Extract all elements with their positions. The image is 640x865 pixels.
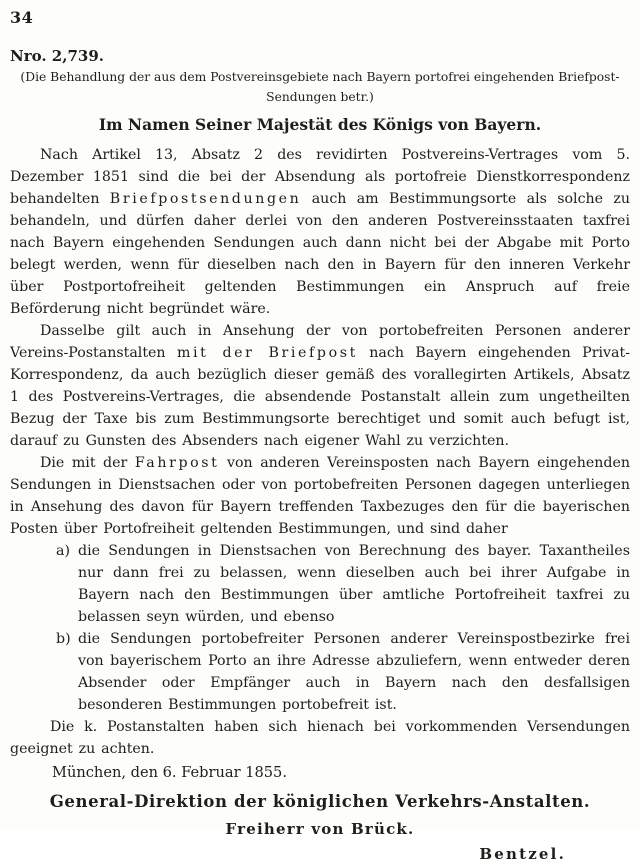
list-item-a-text: die Sendungen in Dienstsachen von Berechnung des bayer. Taxantheiles nur dann frei zu belassen, wenn dieselben auch bei ihrer Aufgabe in Bayern nach den Bestimmungen über amtliche Portofreiheit taxfrei zu belassen seyn würden, und ebenso (78, 543, 630, 625)
list-item-b-text: die Sendungen portobefreiter Personen anderer Vereinspostbezirke frei von bayerischem Porto an ihre Adresse abzuliefern, wenn entweder deren Absender oder Empfänger auch in Bayern nach den desfallsigen besonderen Bestimmungen portobefreit ist. (78, 631, 630, 713)
paragraph-2-emphasis: mit der Briefpost (176, 345, 358, 361)
list-item-a (10, 540, 630, 628)
paragraph-3-text-post: von anderen Vereinsposten nach Bayern eingehenden Sendungen in Dienstsachen oder von portobefreiten Personen dagegen unterliegen in Ansehung des davon für Bayern treffenden Taxbezuges den für die bayerischen Posten über Portofreiheit geltenden Bestimmungen, und sind daher (10, 455, 630, 537)
paragraph-1 (10, 144, 630, 320)
paragraph-1-text-pre: Nach Artikel 13, Absatz 2 des revidirten Postvereins-Vertrages vom 5. Dezember 1851 sind die bei der Absendung als portofreie Dienstkorrespondenz behandelten (10, 147, 630, 207)
decree-number: Nro. 2,739. (10, 47, 104, 65)
paragraph-2 (10, 320, 630, 452)
paragraph-3-emphasis: Fahrpost (134, 455, 220, 471)
closing-paragraph: Die k. Postanstalten haben sich hienach bei vorkommenden Versendungen geeignet zu achten. (10, 719, 630, 757)
page-number: 34 (10, 8, 34, 27)
list-item-a-label: a) (56, 543, 70, 559)
paragraph-3 (10, 452, 630, 540)
paragraph-2-text-post: nach Bayern eingehenden Privat-Korrespondenz, da auch bezüglich dieser gemäß des vorallegirten Artikels, Absatz 1 des Postvereins-Vertrages, die absendende Postanstalt allein zum ungetheilten Bezug der Taxe bis zum Bestimmungsorte berechtiget und somit auch befugt ist, darauf zu Gunsten des Absenders nach eigener Wahl zu verzichten. (10, 345, 630, 449)
list-item-b (10, 628, 630, 716)
place-date-line: München, den 6. Februar 1855. (52, 764, 287, 781)
paragraph-2-text-pre: Dasselbe gilt auch in Ansehung der von portobefreiten Personen anderer Vereins-Postanstalten (10, 323, 630, 361)
paragraph-1-text-post: auch am Bestimmungsorte als solche zu behandeln, und dürfen daher derlei von den anderen Postvereinsstaaten taxfrei nach Bayern eingehenden Sendungen auch dann nicht bei der Abgabe mit Porto belegt werden, wenn für dieselben nach den in Bayern für den inneren Verkehr über Postportofreiheit geltenden Bestimmungen ein Anspruch auf freie Beförderung nicht begründet wäre. (10, 191, 630, 317)
signature-authority: General-Direktion der königlichen Verkehrs-Anstalten. (49, 792, 591, 811)
proclamation-heading: Im Namen Seiner Majestät des Königs von Bayern. (98, 115, 542, 134)
paragraph-1-emphasis: Briefpostsendungen (109, 191, 302, 207)
signature-countersigner: Bentzel. (479, 845, 566, 863)
list-item-b-label: b) (56, 631, 71, 647)
signature-name: Freiherr von Brück. (225, 820, 415, 838)
paragraph-3-text-pre: Die mit der (40, 455, 135, 471)
subject-note-line-2: Sendungen betr.) (266, 90, 374, 104)
subject-note-line-1: (Die Behandlung der aus dem Postvereinsgebiete nach Bayern portofrei eingehenden Briefpost- (20, 70, 620, 84)
subject-note (10, 67, 630, 107)
